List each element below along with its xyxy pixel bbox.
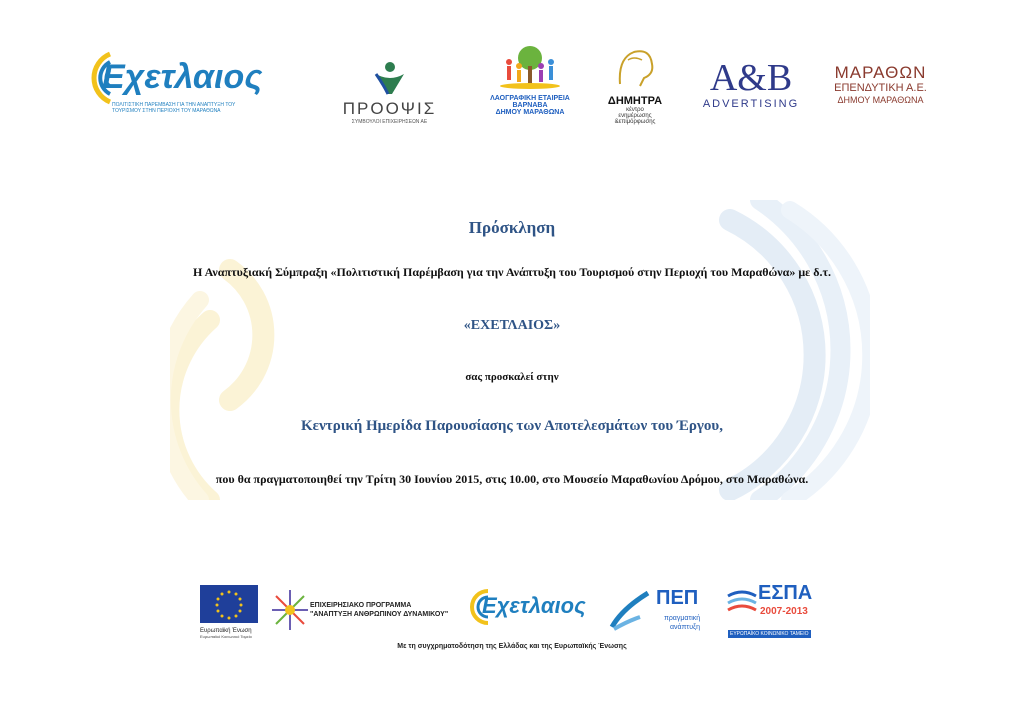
laografiki-line1: ΛΑΟΓΡΑΦΙΚΗ ΕΤΑΙΡΕΙΑ	[490, 95, 570, 102]
exetlaios-footer-title: Εχετλαιος	[482, 593, 586, 618]
logo-exetlaios	[80, 44, 270, 124]
epanad-star-icon	[270, 588, 310, 632]
dimitra-title: ΔΗΜΗΤΡΑ	[607, 95, 663, 107]
logo-eu	[200, 585, 262, 641]
espa-years: 2007-2013	[760, 606, 808, 617]
footer-caption: Με τη συγχρηματοδότηση της Ελλάδας και της Ευρωπαϊκής Ένωσης	[397, 643, 627, 650]
watermark-arcs	[170, 200, 870, 500]
dimitra-line1: κέντρο	[626, 107, 644, 113]
tree-people-icon	[495, 44, 565, 90]
eu-line1: Ευρωπαϊκή Ένωση	[200, 628, 252, 634]
dimitra-line3: &επιμόρφωσης	[614, 119, 656, 125]
logo-epanad	[270, 588, 460, 634]
epanad-line1: ΕΠΙΧΕΙΡΗΣΙΑΚΟ ΠΡΟΓΡΑΜΜΑ	[310, 602, 412, 609]
invitation-event: Κεντρική Ημερίδα Παρουσίασης των Αποτελεσμάτων του Έργου,	[301, 418, 723, 434]
pep-title: ΠΕΠ	[656, 587, 699, 609]
laografiki-line2: ΒΑΡΝΑΒΑ	[512, 102, 548, 109]
logo-ab-advertising	[696, 58, 806, 118]
marathon-line3: ΔΗΜΟΥ ΜΑΡΑΘΩΝΑ	[837, 95, 924, 105]
dimitra-line2: ενημέρωσης	[618, 113, 652, 119]
logo-laografiki	[490, 44, 570, 134]
marathon-line2: ΕΠΕΝΔΥΤΙΚΗ Α.Ε.	[834, 82, 927, 94]
proopsis-title: ΠΡΟΟΨΙΣ	[342, 99, 437, 118]
invitation-invites: σας προσκαλεί στην	[465, 371, 559, 383]
invitation-details: που θα πραγματοποιηθεί την Τρίτη 30 Ιουνίου 2015, στις 10.00, στο Μουσείο Μαραθωνίου Δρόμου, στο Μαραθώνα.	[215, 472, 809, 486]
espa-title: ΕΣΠΑ	[758, 582, 813, 604]
espa-waves-icon	[726, 588, 758, 618]
logo-dimitra	[597, 44, 673, 134]
logo-exetlaios-footer	[468, 585, 598, 633]
invitation-title: Πρόσκληση	[468, 218, 556, 237]
pep-pen-icon	[608, 587, 652, 633]
exetlaios-title: Εχετλαιος	[102, 58, 263, 96]
laografiki-line3: ΔΗΜΟΥ ΜΑΡΑΘΩΝΑ	[495, 109, 565, 116]
invitation-name: «ΕΧΕΤΛΑΙΟΣ»	[463, 318, 561, 333]
espa-fund: ΕΥΡΩΠΑΪΚΟ ΚΟΙΝΩΝΙΚΟ ΤΑΜΕΙΟ	[730, 631, 809, 637]
ab-subtitle: ADVERTISING	[702, 98, 800, 110]
eu-line2: Ευρωπαϊκό Κοινωνικό Ταμείο	[200, 634, 252, 639]
proopsis-subtitle: ΣΥΜΒΟΥΛΟΙ ΕΠΙΧΕΙΡΗΣΕΩΝ ΑΕ	[351, 119, 428, 125]
logo-pep	[608, 585, 716, 637]
logo-marathon-ae	[818, 64, 943, 124]
proopsis-figure-icon	[370, 60, 410, 96]
marathon-line1: ΜΑΡΑΘΩΝ	[834, 63, 927, 82]
logo-espa	[726, 582, 820, 640]
exetlaios-subtitle: ΠΟΛΙΤΙΣΤΙΚΗ ΠΑΡΕΜΒΑΣΗ ΓΙΑ ΤΗΝ ΑΝΑΠΤΥΞΗ ΤΟΥ ΤΟΥΡΙΣΜΟΥ ΣΤΗΝ ΠΕΡΙΟΧΗ ΤΟΥ ΜΑΡΑΘΩΝΑ	[112, 102, 236, 114]
dimitra-head-icon	[610, 44, 660, 90]
pep-line1: πραγματική	[664, 615, 701, 622]
invitation-line1: Η Αναπτυξιακή Σύμπραξη «Πολιτιστική Παρέμβαση για την Ανάπτυξη του Τουρισμού στην Περιοχή του Μαραθώνα» με δ.τ.	[192, 265, 832, 279]
pep-line2: ανάπτυξη	[670, 624, 701, 631]
epanad-line2: "ΑΝΑΠΤΥΞΗ ΑΝΘΡΩΠΙΝΟΥ ΔΥΝΑΜΙΚΟΥ"	[310, 611, 449, 618]
eu-flag-icon	[200, 585, 258, 623]
logo-proopsis	[322, 60, 457, 130]
ab-title: A&B	[709, 57, 793, 99]
